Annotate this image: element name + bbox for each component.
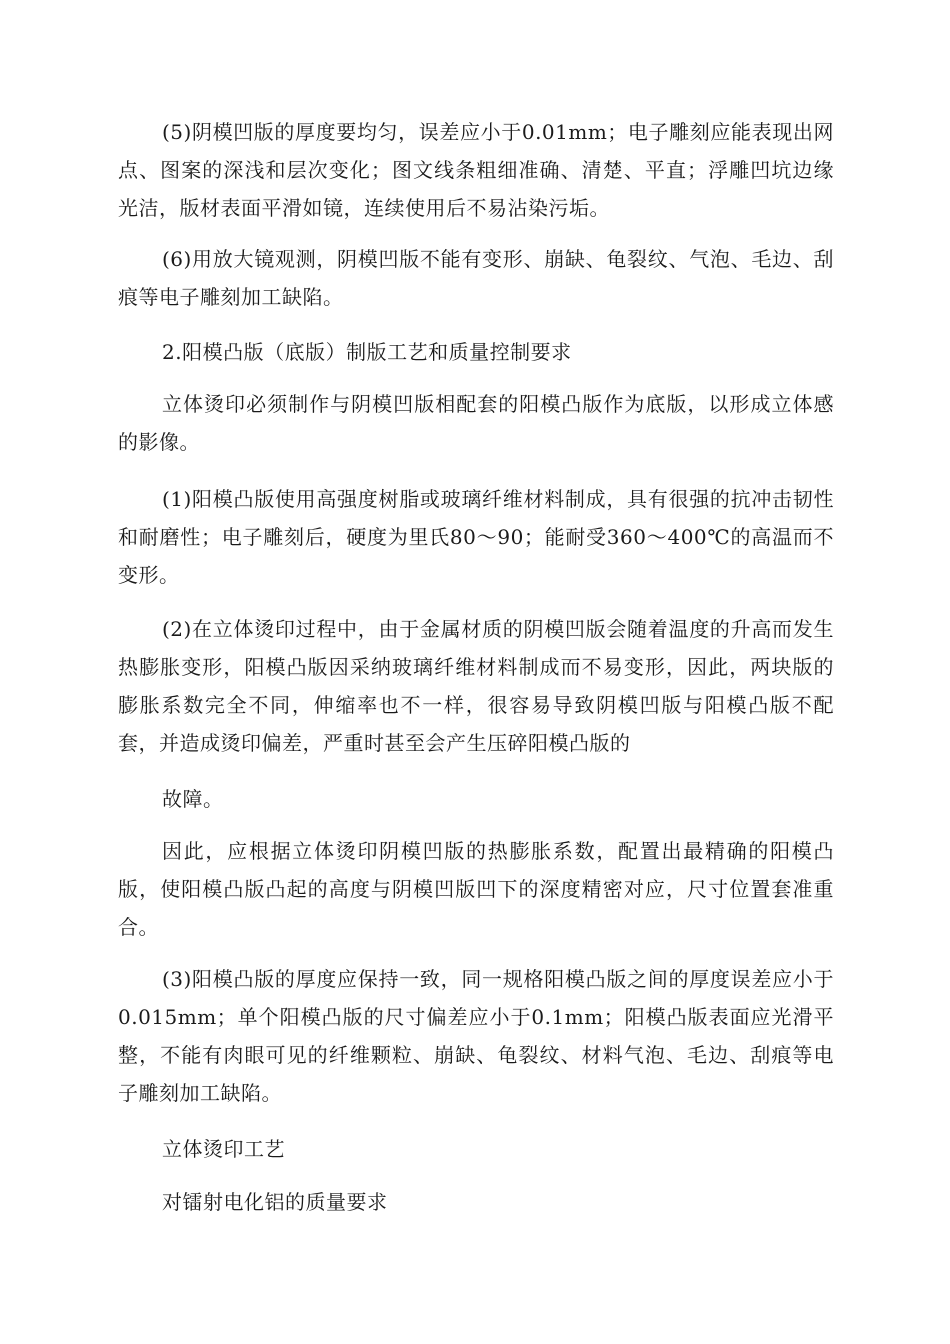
paragraph-2-continued: 故障。 <box>162 787 224 811</box>
section-heading-foil: 对镭射电化铝的质量要求 <box>162 1190 388 1214</box>
paragraph-6: (6)用放大镜观测，阴模凹版不能有变形、崩缺、龟裂纹、气泡、毛边、刮痕等电子雕刻加工缺陷。 <box>118 247 834 309</box>
paragraph-5: (5)阴模凹版的厚度要均匀，误差应小于0.01mm；电子雕刻应能表现出网点、图案的深浅和层次变化；图文线条粗细准确、清楚、平直；浮雕凹坑边缘光洁，版材表面平滑如镜，连续使用后不易沾染污垢。 <box>118 120 834 220</box>
paragraph-1: (1)阳模凸版使用高强度树脂或玻璃纤维材料制成，具有很强的抗冲击韧性和耐磨性；电子雕刻后，硬度为里氏80～90；能耐受360～400℃的高温而不变形。 <box>118 487 834 587</box>
section-heading-2: 2.阳模凸版（底版）制版工艺和质量控制要求 <box>162 340 572 364</box>
paragraph-intro: 立体烫印必须制作与阴模凹版相配套的阳模凸版作为底版，以形成立体感的影像。 <box>118 392 834 454</box>
paragraph-therefore: 因此，应根据立体烫印阴模凹版的热膨胀系数，配置出最精确的阳模凸版，使阳模凸版凸起的高度与阴模凹版凹下的深度精密对应，尺寸位置套准重合。 <box>118 839 834 939</box>
paragraph-3: (3)阳模凸版的厚度应保持一致，同一规格阳模凸版之间的厚度误差应小于0.015mm；单个阳模凸版的尺寸偏差应小于0.1mm；阳模凸版表面应光滑平整，不能有肉眼可见的纤维颗粒、崩缺、龟裂纹、材料气泡、毛边、刮痕等电子雕刻加工缺陷。 <box>118 967 834 1105</box>
section-heading-process: 立体烫印工艺 <box>162 1137 285 1161</box>
paragraph-2: (2)在立体烫印过程中，由于金属材质的阴模凹版会随着温度的升高而发生热膨胀变形，阳模凸版因采纳玻璃纤维材料制成而不易变形，因此，两块版的膨胀系数完全不同，伸缩率也不一样，很容易导致阴模凹版与阳模凸版不配套，并造成烫印偏差，严重时甚至会产生压碎阳模凸版的 <box>118 617 834 755</box>
